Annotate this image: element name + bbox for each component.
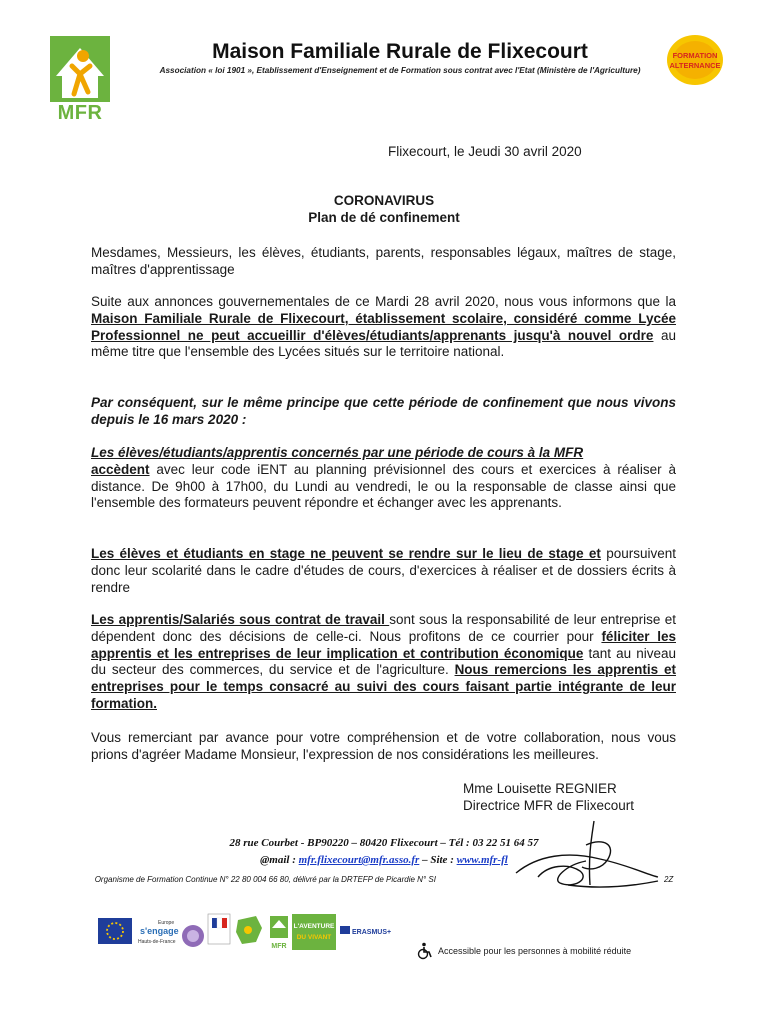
- svg-text:DU VIVANT: DU VIVANT: [296, 934, 332, 941]
- p5-congrats: féliciter les apprentis et les entreprises de leur implication et contribution économique: [91, 628, 676, 661]
- p1-closure-notice: Maison Familiale Rurale de Flixecourt, établissement scolaire, considéré comme Lycée Professionnel ne peut accueillir d'élèves/étudiants/apprenants jusqu'à nouvel ordre: [91, 310, 676, 343]
- announcement-paragraph: [91, 294, 676, 361]
- p2-text: Par conséquent, sur le même principe que cette période de confinement que nous vivons depuis le 16 mars 2020 :: [91, 395, 676, 427]
- p3-heading: Les élèves/étudiants/apprentis concernés par une période de cours à la MFR: [91, 445, 584, 460]
- wheelchair-icon: [416, 942, 434, 960]
- erasmus-logo: [340, 926, 391, 936]
- greeting-paragraph: Mesdames, Messieurs, les élèves, étudiants, parents, responsables légaux, maîtres de stage, maîtres d'apprentissage: [91, 245, 676, 277]
- svg-text:MFR: MFR: [271, 943, 287, 950]
- purple-circle-logo: [182, 925, 204, 947]
- p5-text-d: tant au niveau du secteur des commerces, du service et de l'agriculture.: [91, 645, 676, 678]
- badge-line2: ALTERNANCE: [669, 61, 721, 70]
- eu-flag-icon: [98, 918, 132, 944]
- p4-heading: Les élèves et étudiants en stage ne peuvent se rendre sur le lieu de stage et: [91, 546, 601, 561]
- handwritten-signature: [508, 815, 668, 900]
- closing-paragraph: Vous remerciant par avance pour votre compréhension et de votre collaboration, nous vous prions d'agréer Madame Monsieur, l'expression de nos considérations les meilleures.: [91, 730, 676, 762]
- footer-mail-link[interactable]: mfr.flixecourt@mfr.asso.fr: [298, 854, 420, 866]
- mfr-logo-text: MFR: [57, 102, 103, 124]
- signatory-role: Directrice MFR de Flixecourt: [463, 798, 635, 813]
- header-title: Maison Familiale Rurale de Flixecourt: [212, 40, 588, 63]
- footer-org-text: Organisme de Formation Continue N° 22 80 004 66 80, délivré par la DRTEFP de Picardie N° SI: [94, 875, 436, 884]
- badge-line1: FORMATION: [672, 51, 718, 60]
- hauts-de-france-map-icon: [236, 916, 262, 944]
- apprentices-paragraph: [91, 612, 676, 713]
- date-line: Flixecourt, le Jeudi 30 avril 2020: [388, 144, 582, 159]
- footer-org-tail: 2Z: [663, 875, 674, 884]
- students-courses-paragraph: [91, 445, 676, 512]
- footer-address: 28 rue Courbet - BP90220 – 80420 Flixecourt – Tél : 03 22 51 64 57: [229, 837, 539, 849]
- p1-text-c: au même titre que l'ensemble des Lycées situés sur le territoire national.: [91, 327, 676, 360]
- footer-mail-label: @mail :: [260, 854, 299, 866]
- header-subtitle: Association « loi 1901 », Etablissement d'Enseignement et de Formation sous contrat avec l'Etat (Ministère de l'Agriculture): [159, 66, 641, 75]
- svg-text:s'engage: s'engage: [140, 926, 179, 936]
- p4-text: poursuivent donc leur scolarité dans le cadre d'études de cours, d'exercices à réaliser et de dossiers écrits à rendre: [91, 546, 676, 595]
- internship-paragraph: [91, 546, 676, 596]
- aventure-du-vivant-logo: [292, 914, 336, 950]
- svg-text:ERASMUS+: ERASMUS+: [352, 929, 392, 936]
- mfr-house-icon: [50, 36, 110, 102]
- formation-alternance-badge: [666, 34, 724, 86]
- partner-logos: [96, 912, 396, 960]
- mfr-small-logo: [270, 916, 288, 950]
- p1-text-a: Suite aux annonces gouvernementales de ce Mardi 28 avril 2020, nous vous informons que la: [91, 294, 676, 309]
- svg-text:L'AVENTURE: L'AVENTURE: [293, 923, 335, 930]
- consequence-paragraph: [91, 395, 676, 429]
- signatory-name: Mme Louisette REGNIER: [463, 781, 617, 796]
- europe-engage-logo: [138, 920, 179, 945]
- republique-francaise-logo: [208, 914, 230, 944]
- accessibility-notice: [416, 942, 631, 960]
- p5-heading: Les apprentis/Salariés sous contrat de travail: [91, 612, 390, 627]
- svg-text:Europe: Europe: [158, 920, 175, 926]
- svg-text:Hauts-de-France: Hauts-de-France: [138, 939, 176, 945]
- p3-text: avec leur code iENT au planning prévisionnel des cours et exercices à réaliser à distance. De 9h00 à 17h00, du Lundi au vendredi, le ou la responsable de classe ainsi que l'ensemble des formateurs peuvent répondre et échanger avec les apprenants.: [91, 461, 676, 511]
- p3-access: accèdent: [91, 461, 150, 477]
- p5-text-b: sont sous la responsabilité de leur entreprise et dépendent donc des décisions de celle-ci. Nous profitons de ce courrier pour: [91, 612, 676, 644]
- mfr-logo: [50, 36, 110, 126]
- p5-thanks: Nous remercions les apprentis et entreprises pour le temps consacré au suivi des cours faisant partie intégrante de leur formation.: [91, 662, 677, 711]
- accessibility-text: Accessible pour les personnes à mobilité réduite: [438, 946, 632, 956]
- footer-site-link[interactable]: www.mfr-fl: [456, 854, 508, 866]
- title-coronavirus: CORONAVIRUS: [333, 193, 435, 208]
- footer-site-label: – Site :: [419, 854, 457, 866]
- title-plan: Plan de dé confinement: [308, 210, 460, 225]
